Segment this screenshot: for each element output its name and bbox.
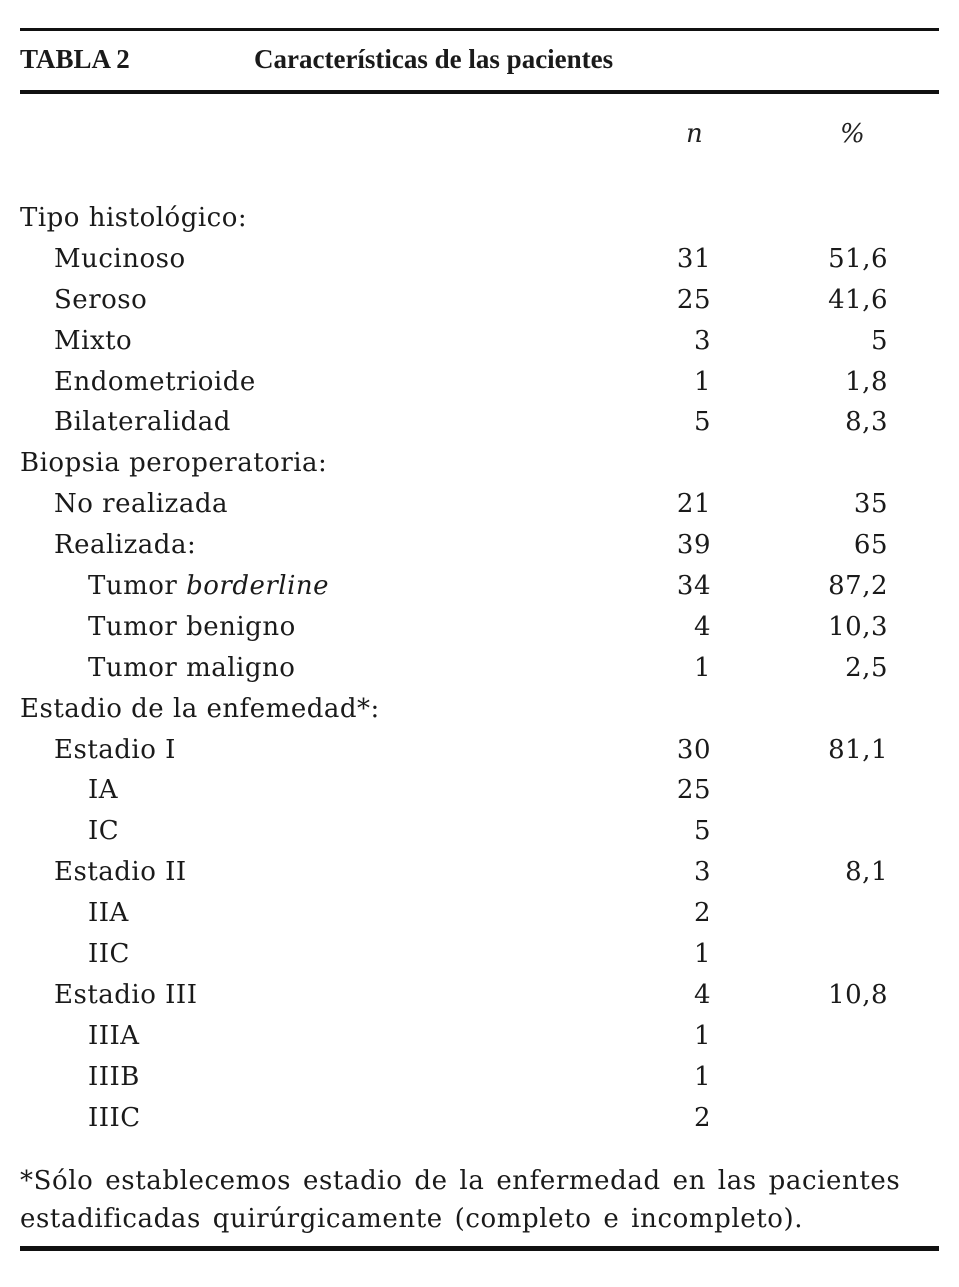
row-count: 39 — [676, 530, 711, 561]
row-percent: 81,1 — [828, 734, 888, 765]
row-label — [54, 321, 132, 361]
row-label — [88, 1057, 140, 1097]
table-row — [0, 198, 959, 239]
row-count: 3 — [693, 325, 711, 356]
row-label-text: IIIB — [88, 1061, 140, 1092]
row-percent: 8,1 — [845, 857, 888, 888]
row-percent: 2,5 — [845, 652, 888, 683]
row-count: 5 — [693, 816, 711, 847]
row-label-text: Estadio I — [54, 734, 176, 765]
row-count: 1 — [693, 939, 711, 970]
table-row — [0, 321, 959, 362]
row-count: 1 — [693, 1020, 711, 1051]
column-header-n: n — [686, 119, 703, 149]
row-count: 25 — [676, 284, 711, 315]
top-rule — [20, 28, 939, 31]
row-count: 34 — [676, 571, 711, 602]
row-count: 30 — [676, 734, 711, 765]
column-header-percent: % — [840, 119, 865, 149]
row-percent: 10,3 — [828, 611, 888, 642]
table-body — [0, 198, 959, 1138]
row-label — [88, 811, 119, 851]
table-row — [0, 689, 959, 730]
row-label-text: IIIC — [88, 1102, 141, 1133]
row-label — [54, 975, 197, 1015]
row-count: 1 — [693, 366, 711, 397]
row-label-text: Bilateralidad — [54, 407, 231, 438]
row-label-text: Tumor maligno — [88, 652, 296, 683]
table-row — [0, 362, 959, 403]
row-label — [88, 934, 130, 974]
row-count: 21 — [676, 489, 711, 520]
row-label-text: Estadio de la enfemedad*: — [20, 693, 380, 724]
row-percent: 35 — [853, 489, 888, 520]
row-count: 1 — [693, 652, 711, 683]
row-label — [88, 566, 329, 606]
table-row — [0, 402, 959, 443]
row-percent: 41,6 — [828, 284, 888, 315]
row-label-text: IA — [88, 775, 119, 806]
row-count: 25 — [676, 775, 711, 806]
table-row — [0, 1016, 959, 1057]
table-row — [0, 443, 959, 484]
table-row — [0, 975, 959, 1016]
row-count: 4 — [693, 611, 711, 642]
row-label — [20, 443, 327, 483]
table-row — [0, 648, 959, 689]
row-label — [54, 280, 147, 320]
row-label-text: IIA — [88, 898, 129, 929]
table-row — [0, 1098, 959, 1139]
row-label-text: IC — [88, 816, 120, 847]
table-row — [0, 1057, 959, 1098]
row-label-text: Tipo histológico: — [20, 203, 248, 233]
row-label — [54, 362, 256, 402]
row-label — [54, 484, 228, 524]
header-rule — [20, 90, 939, 94]
table-row — [0, 566, 959, 607]
row-count: 5 — [693, 407, 711, 438]
row-label — [54, 525, 196, 565]
row-label — [88, 893, 129, 933]
row-label — [88, 1098, 141, 1138]
row-label-text: Mixto — [54, 325, 133, 356]
table-row — [0, 484, 959, 525]
row-label-text: No realizada — [54, 489, 228, 520]
row-label-text: Seroso — [54, 284, 148, 315]
row-label — [88, 648, 295, 688]
bottom-rule — [20, 1246, 939, 1251]
table-row — [0, 893, 959, 934]
row-label — [88, 1016, 140, 1056]
row-label — [54, 730, 176, 770]
row-count: 3 — [693, 857, 711, 888]
table-row — [0, 607, 959, 648]
row-label-text: Tumor — [88, 571, 178, 602]
row-label — [88, 770, 118, 810]
row-percent: 10,8 — [828, 979, 888, 1010]
row-count: 2 — [693, 1102, 711, 1133]
row-count: 4 — [693, 979, 711, 1010]
row-label — [20, 689, 380, 729]
row-percent: 8,3 — [845, 407, 888, 438]
row-label-text: Tumor benigno — [88, 611, 296, 642]
row-count: 1 — [693, 1061, 711, 1092]
table-row — [0, 934, 959, 975]
row-count: 31 — [676, 243, 711, 274]
table-footnote: *Sólo establecemos estadio de la enfermedad en las pacientes estadificadas quirúrgicamente (completo e incompleto). — [20, 1166, 901, 1234]
row-label — [88, 607, 296, 647]
table-title: Características de las pacientes — [254, 44, 614, 74]
row-percent: 51,6 — [828, 243, 888, 274]
row-label-italic: borderline — [186, 571, 330, 602]
row-percent: 87,2 — [828, 571, 888, 602]
row-label-text: Biopsia peroperatoria: — [20, 448, 328, 479]
table-row — [0, 525, 959, 566]
row-label — [20, 198, 247, 238]
row-percent: 5 — [870, 325, 888, 356]
table-row — [0, 280, 959, 321]
table-number: TABLA 2 — [20, 44, 130, 74]
table-row — [0, 730, 959, 771]
row-percent: 65 — [853, 530, 888, 561]
row-label-text: Realizada: — [54, 530, 197, 561]
row-label — [54, 852, 187, 892]
row-count: 2 — [693, 898, 711, 929]
table-row — [0, 770, 959, 811]
table-row — [0, 811, 959, 852]
table-row — [0, 239, 959, 280]
row-label-text: Mucinoso — [54, 243, 186, 274]
row-label — [54, 239, 186, 279]
row-label-text: Estadio II — [54, 857, 187, 888]
row-percent: 1,8 — [845, 366, 888, 397]
row-label-text: Estadio III — [54, 979, 198, 1010]
row-label-text: IIC — [88, 939, 130, 970]
table-row — [0, 852, 959, 893]
row-label-text: Endometrioide — [54, 366, 256, 397]
row-label — [54, 402, 231, 442]
row-label-text: IIIA — [88, 1020, 140, 1051]
